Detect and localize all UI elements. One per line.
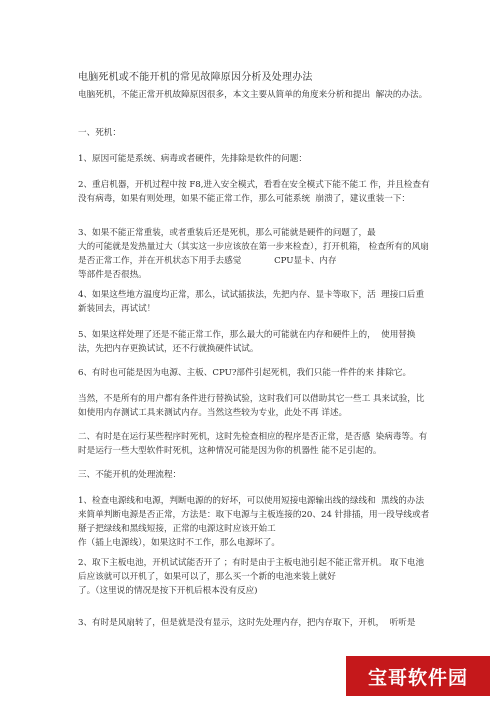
section-heading-3: 三、不能开机的处理流程：	[78, 470, 182, 480]
paragraph-3-3: 3、有时是风扇转了，但是就是没有显示，这时先处理内存，把内存取下，开机， 听听是	[78, 618, 416, 628]
paragraph-3-2: 2、取下主板电池，开机试试能否开了 ；有时是由于主板电池引起不能正常开机。 取下电池后应该就可以开机了，如果可以了，那么买一个新的电池来装上就好 了。（这里说的情况是按下开机后根本没有反应)	[78, 558, 425, 596]
paragraph-3-1: 1、检查电源线和电源，判断电源的的好坏，可以使用短接电源输出线的绿线和 黑线的办法来简单判断电源是否正常，方法是：取下电源与主板连接的20、24 针排插，用一段导线或者掰子把绿线和黑线短接，正常的电源这时应该开始工 作（插上电源线），如果这时不工作，那么电源坏了。	[78, 496, 430, 548]
section-heading-1: 一、死机：	[78, 128, 121, 138]
section-heading-2: 二、有时是在运行某些程序时死机，这时先检查相应的程序是否正常，是否感 染病毒等。有时是运行一些大型软件时死机，这种情况可能是因为你的机器性 能不足引起的。	[78, 432, 428, 456]
paragraph-1-6: 6、有时也可能是因为电源、主板、CPU?部件引起死机，我们只能一件件的来 排除它。	[78, 368, 412, 378]
paragraph-note: 当然，不是所有的用户都有条件进行替换试验，这时我们可以借助其它一些工 具来试验，比如使用内存测试工具来测试内存。当然这些较为专业，此处不再 详述。	[78, 394, 425, 418]
site-watermark-logo: 宝哥软件园	[346, 656, 490, 696]
document-title: 电脑死机或不能开机的常见故障原因分析及处理办法	[78, 72, 313, 83]
paragraph-1-2: 2、重启机器，开机过程中按 F8,进入安全模式，看看在安全模式下能不能工 作，并且检查有没有病毒，如果有则处理，如果不能正常工作，那么可能系统 崩溃了，建议重装一下：	[78, 180, 430, 204]
paragraph-1-1: 1、原因可能是系统、病毒或者硬件，先排除是软件的问题：	[78, 154, 307, 164]
paragraph-1-4: 4、如果这些地方温度均正常，那么，试试插拔法，先把内存、显卡等取下，活 理接口后重新装回去，再试试！	[78, 290, 425, 314]
paragraph-1-5: 5、如果这样处理了还是不能正常工作，那么最大的可能就在内存和硬件上的， 使用替换法，先把内存更换试试，还不行就换硬件试试。	[78, 330, 416, 354]
paragraph-1-3: 3、如果不能正常重装，或者重装后还是死机，那么可能就是硬件的问题了，最 大的可能就是发热量过大（其实这一步应该放在第一步来检查），打开机箱， 检查所有的风扇是否正常工作，并在开机状态下用手去感觉 CPU显卡、内存 等部件是否很热。	[78, 228, 429, 280]
paragraph-intro: 电脑死机，不能正常开机故障原因很多，本文主要从简单的角度来分析和提出 解决的办法。	[78, 90, 428, 100]
